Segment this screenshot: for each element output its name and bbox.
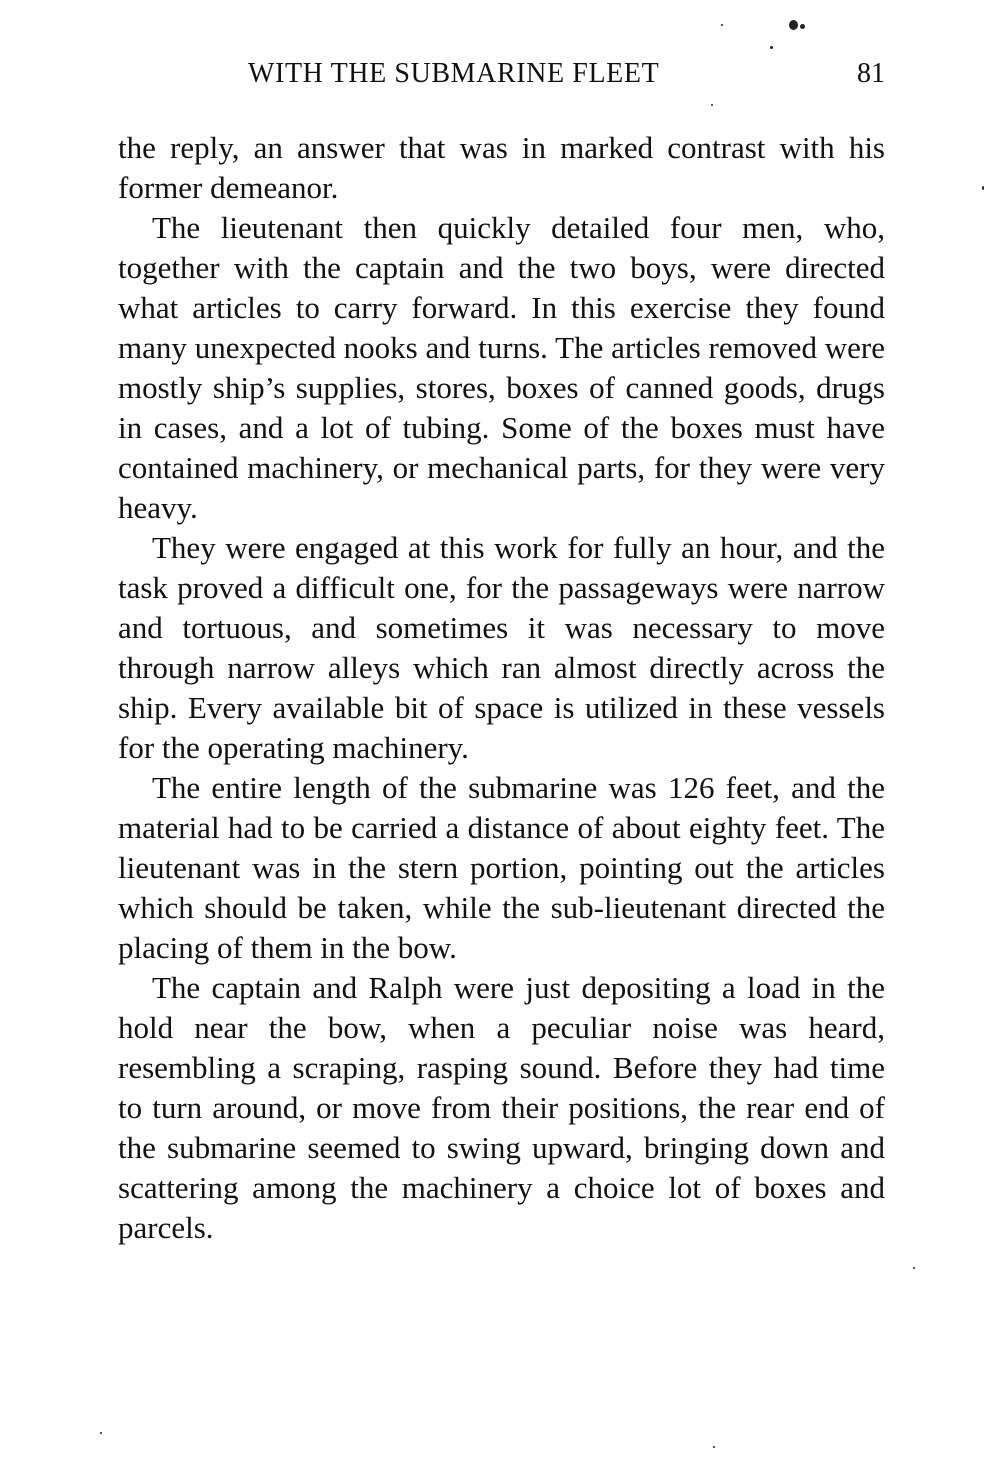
paragraph-1: the reply, an answer that was in marked contrast with his former demeanor. [118, 130, 885, 205]
paragraph-4: The entire length of the submarine was 126 feet, and the material had to be carried a distance of about eighty feet. The lieutenant was in the stern portion, pointing out the articles which should be taken, while the sub-lieutenant directed the placing of them in the bow. [118, 770, 885, 965]
running-title: WITH THE SUBMARINE FLEET [248, 58, 660, 89]
ink-speck [100, 1432, 102, 1434]
ink-speck [800, 24, 805, 29]
body-text [118, 128, 885, 1248]
paragraph-2: The lieutenant then quickly detailed four men, who, together with the captain and the two boys, were directed what articles to carry forward. In this exercise they found many unexpected nooks and turns. The articles removed were mostly ship’s supplies, stores, boxes of canned goods, drugs in cases, and a lot of tubing. Some of the boxes must have contained machinery, or mechanical parts, for they were very heavy. [118, 210, 885, 525]
page-number: 81 [857, 58, 885, 89]
ink-speck [713, 1446, 715, 1448]
running-head [120, 58, 885, 102]
ink-speck [711, 104, 713, 106]
paragraph-5: The captain and Ralph were just depositing a load in the hold near the bow, when a peculiar noise was heard, resembling a scraping, rasping sound. Before they had time to turn around, or move from their positions, the rear end of the submarine seemed to swing upward, bringing down and scattering among the machinery a choice lot of boxes and parcels. [118, 970, 885, 1245]
ink-speck [721, 24, 723, 26]
paragraph-3: They were engaged at this work for fully an hour, and the task proved a difficult one, for the passageways were narrow and tortuous, and sometimes it was necessary to move through narrow alleys which ran almost directly across the ship. Every available bit of space is utilized in these vessels for the operating machinery. [118, 530, 885, 765]
ink-speck [913, 1267, 915, 1269]
ink-speck [982, 186, 984, 190]
ink-speck [789, 20, 798, 30]
ink-speck [770, 46, 773, 49]
